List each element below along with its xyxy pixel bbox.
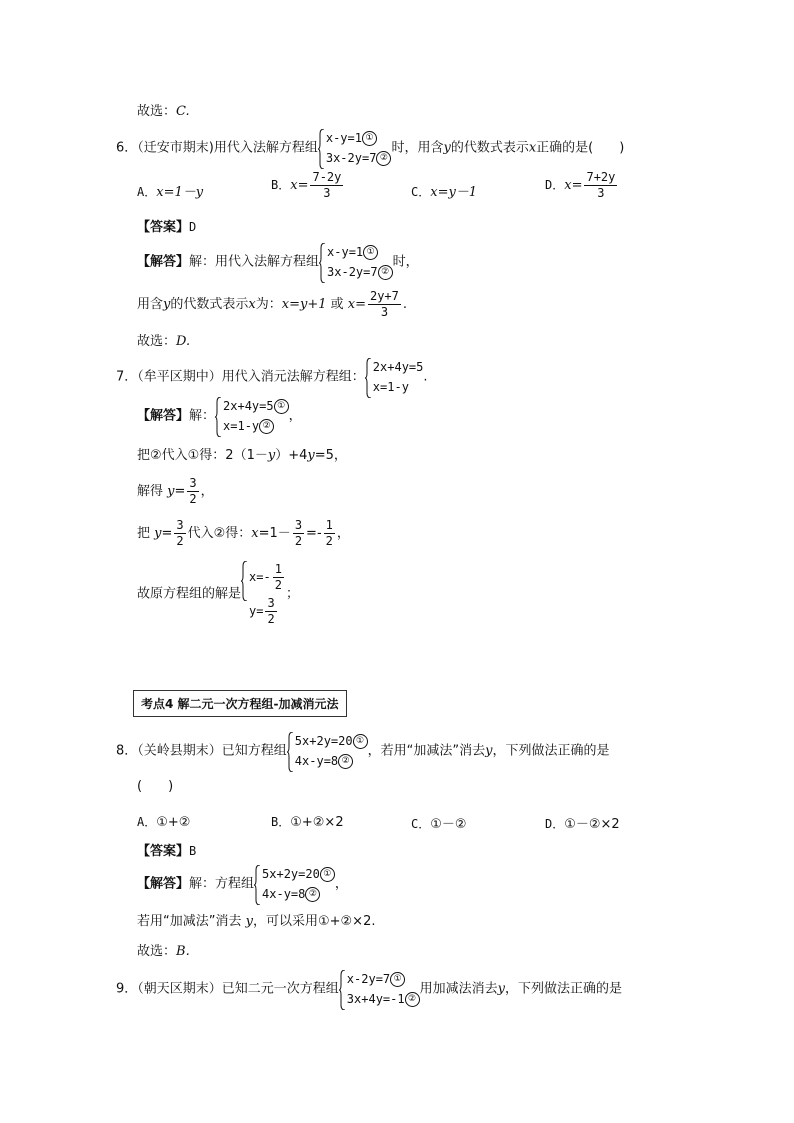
stem-text: 的代数式表示 — [450, 140, 529, 156]
variable: y — [154, 526, 162, 541]
numerator: 7-2y — [312, 170, 342, 184]
denominator: 3 — [323, 186, 331, 200]
solution-text: 故原方程组的解是 — [137, 586, 242, 602]
solution-text: ， — [336, 526, 350, 541]
fraction — [187, 476, 198, 507]
expression: x=y+1 — [281, 297, 327, 312]
stem-text: 时，用含 — [391, 140, 444, 156]
equation-row — [223, 416, 289, 436]
answer-tag: 【答案】 — [137, 844, 190, 859]
numerator: 3 — [189, 476, 197, 490]
solution-text: 代入②得： — [187, 526, 252, 541]
option-text: x= — [564, 178, 583, 193]
question-source: （朝天区期末）已知二元一次方程组 — [137, 981, 339, 997]
equation: 3x+4y=-1 — [346, 992, 405, 1006]
circled-two-icon: ② — [338, 754, 353, 769]
equation-row — [262, 884, 335, 904]
equation-row — [326, 128, 392, 148]
option-label: C． — [411, 185, 431, 199]
fraction — [273, 562, 284, 593]
fraction — [174, 518, 185, 549]
equation-row — [262, 864, 335, 884]
solution-text: = — [174, 484, 186, 499]
fraction — [584, 170, 617, 201]
equation-row — [223, 396, 289, 416]
q7-solve — [137, 476, 214, 507]
solution-text: =- — [306, 526, 322, 541]
option-text: x= — [290, 178, 309, 193]
option-c — [411, 181, 477, 200]
variable: x — [251, 526, 259, 541]
solution-text: ， — [288, 408, 302, 424]
equation-row: x=1-y — [372, 380, 409, 394]
option-label: B． — [271, 178, 291, 192]
equation-row: 2x+4y=5 — [372, 360, 424, 374]
brace-icon — [254, 865, 261, 905]
equation-row — [347, 989, 420, 1009]
option-label: D． — [545, 817, 565, 831]
variable: x — [248, 297, 256, 312]
question-source: （迁安市期末)用代入法解方程组 — [137, 140, 318, 156]
equation-system — [318, 128, 392, 168]
numerator: 1 — [274, 562, 282, 576]
equation-row — [295, 751, 368, 771]
circled-two-icon: ② — [305, 887, 320, 902]
variable: y — [167, 484, 175, 499]
variable: y — [497, 981, 505, 997]
option-a — [137, 813, 190, 830]
q8-paren: ( ) — [137, 779, 174, 794]
section-heading: 考点4 解二元一次方程组-加减消元法 — [133, 690, 347, 717]
denominator: 2 — [189, 492, 197, 506]
option-d — [545, 170, 619, 201]
variable: y — [245, 914, 253, 929]
option-label: B． — [271, 815, 291, 829]
solution-text: . — [402, 297, 408, 312]
answer-value: D — [189, 220, 197, 234]
solution-text: 把②代入①得：2（1－ — [137, 448, 268, 463]
denominator: 3 — [380, 305, 389, 319]
solution-tag: 【解答】 — [137, 408, 190, 424]
option-a — [137, 181, 203, 200]
circled-one-icon: ① — [353, 734, 368, 749]
brace-icon — [339, 970, 346, 1010]
equation: x=1-y — [223, 419, 260, 433]
brace-icon — [319, 243, 326, 283]
circled-two-icon: ② — [405, 992, 420, 1007]
stem-text: 正确的是( ) — [536, 140, 625, 156]
q6-solution — [137, 242, 419, 282]
circled-two-icon: ② — [378, 265, 393, 280]
numerator: 7+2y — [586, 170, 616, 184]
question-number: 8． — [116, 743, 138, 759]
numerator: 1 — [325, 518, 333, 532]
option-text: ①+② — [156, 815, 191, 830]
stem-text: ，若用“加减法”消去 — [367, 743, 486, 759]
brace-icon — [241, 561, 248, 601]
fraction — [324, 518, 335, 549]
denominator: 2 — [325, 534, 333, 548]
equation: x-y=1 — [325, 131, 362, 145]
equation-system — [365, 357, 424, 397]
equation: x-2y=7 — [346, 972, 391, 986]
numerator: 2y+7 — [369, 289, 399, 303]
equation-row — [295, 731, 368, 751]
fraction — [310, 170, 343, 201]
conclusion-answer: B. — [176, 944, 190, 959]
question-number: 7． — [116, 369, 138, 385]
variable: y — [267, 448, 276, 463]
circled-one-icon: ① — [363, 245, 378, 260]
stem-text: ，下列做法正确的是 — [504, 981, 622, 997]
denominator: 2 — [274, 578, 282, 592]
equation-system — [287, 731, 368, 771]
solution-text: 的代数式表示 — [170, 297, 249, 312]
q8-stem — [116, 731, 609, 771]
stem-text: ，下列做法正确的是 — [492, 743, 610, 759]
q6-solution-line2 — [137, 289, 407, 320]
solution-text: 用含 — [137, 297, 164, 312]
conclusion-label: 故选： — [137, 104, 177, 119]
denominator: 3 — [597, 186, 605, 200]
q8-solution-line2 — [137, 914, 375, 930]
option-text: x=y－1 — [430, 185, 478, 200]
equation: 3x-2y=7 — [325, 151, 377, 165]
equation-system — [254, 864, 335, 904]
option-label: D． — [545, 178, 565, 192]
variable: y — [485, 743, 493, 759]
numerator: 3 — [267, 596, 275, 610]
variable: y — [163, 297, 171, 312]
variable: x — [528, 140, 537, 156]
option-label: C． — [411, 817, 431, 831]
option-label: A． — [137, 185, 157, 199]
equation-row — [347, 969, 420, 989]
answer-tag: 【答案】 — [137, 220, 190, 235]
conclusion-answer: C. — [176, 104, 190, 119]
option-text: ①－② — [430, 817, 467, 832]
conclusion-answer: D. — [176, 334, 191, 349]
denominator: 2 — [294, 534, 303, 548]
equation-system — [339, 969, 420, 1009]
solution-text: ）+4 — [275, 448, 308, 463]
equation-system — [241, 560, 286, 628]
conclusion-label: 故选： — [137, 334, 177, 349]
expression: x= — [347, 297, 366, 312]
question-number: 9． — [116, 981, 138, 997]
equation-system — [319, 242, 393, 282]
q7-substitute — [137, 448, 347, 464]
denominator: 2 — [176, 534, 184, 548]
q5-conclusion — [137, 104, 190, 120]
q8-solution — [137, 864, 348, 904]
q7-stem — [116, 357, 428, 397]
q8-conclusion — [137, 944, 190, 960]
option-text: x=1－y — [156, 185, 204, 200]
fraction — [293, 518, 304, 549]
question-number: 6． — [116, 140, 138, 156]
solution-text: 解： — [189, 408, 216, 424]
circled-two-icon: ② — [376, 151, 391, 166]
equation: x-y=1 — [327, 245, 364, 259]
answer-value: B — [189, 844, 197, 858]
solution-text: 或 — [326, 297, 348, 312]
q8-answer — [137, 843, 196, 860]
equation: 3x-2y=7 — [327, 265, 378, 279]
equation-row — [249, 594, 286, 628]
conclusion-label: 故选： — [137, 944, 177, 959]
brace-icon — [287, 732, 294, 772]
option-d — [545, 813, 620, 832]
circled-one-icon: ① — [390, 972, 405, 987]
brace-icon — [318, 129, 325, 169]
q6-stem — [116, 128, 624, 168]
option-c — [411, 813, 467, 832]
brace-icon — [365, 358, 372, 398]
equation: 5x+2y=20 — [262, 867, 320, 881]
numerator: 3 — [294, 518, 303, 532]
equation: 4x-y=8 — [262, 887, 306, 901]
solution-tag: 【解答】 — [137, 254, 190, 270]
circled-one-icon: ① — [274, 399, 289, 414]
solution-text: 解：方程组 — [189, 876, 255, 892]
variable: y — [307, 448, 315, 463]
denominator: 2 — [267, 612, 275, 626]
brace-icon — [215, 397, 222, 437]
q6-conclusion — [137, 334, 190, 350]
circled-one-icon: ① — [362, 131, 377, 146]
q7-solution — [137, 396, 302, 436]
solution-text: 时， — [392, 254, 419, 270]
solution-text: =5， — [314, 448, 347, 463]
equation: 5x+2y=20 — [294, 734, 353, 748]
solution-text: ； — [285, 586, 299, 602]
option-text: ①－②×2 — [564, 817, 620, 832]
circled-one-icon: ① — [320, 867, 335, 882]
q9-stem — [116, 969, 622, 1009]
option-b — [271, 170, 345, 201]
equation: 4x-y=8 — [294, 754, 339, 768]
circled-two-icon: ② — [259, 419, 274, 434]
solution-text: 把 — [137, 526, 155, 541]
equation: y= — [249, 604, 264, 618]
numerator: 3 — [176, 518, 184, 532]
equation-row — [326, 148, 392, 168]
fraction — [265, 596, 276, 627]
solution-tag: 【解答】 — [137, 876, 190, 892]
q6-answer — [137, 219, 196, 236]
equation: 2x+4y=5 — [223, 399, 274, 413]
solution-text: ， — [334, 876, 348, 892]
fraction — [368, 289, 401, 320]
stem-text: . — [423, 369, 428, 385]
question-source: （牟平区期中）用代入消元法解方程组： — [137, 369, 365, 385]
equation-row — [249, 560, 286, 594]
stem-text: 用加减法消去 — [419, 981, 498, 997]
variable: y — [443, 140, 451, 156]
solution-text: 解：用代入法解方程组 — [189, 254, 320, 270]
solution-text: 为： — [255, 297, 282, 312]
solution-text: ， — [200, 484, 214, 499]
solution-text: =1－ — [258, 526, 291, 541]
solution-text: 解得 — [137, 484, 168, 499]
q7-back-substitute — [137, 518, 350, 549]
equation: x=- — [249, 570, 271, 584]
solution-text: ，可以采用①+②×2. — [252, 914, 376, 929]
q7-final — [137, 560, 299, 628]
option-b — [271, 813, 344, 830]
equation-system — [215, 396, 289, 436]
option-label: A． — [137, 815, 157, 829]
option-text: ①+②×2 — [290, 815, 344, 830]
equation-row — [327, 262, 393, 282]
solution-text: = — [161, 526, 173, 541]
equation-row — [327, 242, 393, 262]
solution-text: 若用“加减法”消去 — [137, 914, 246, 929]
question-source: （关岭县期末）已知方程组 — [137, 743, 287, 759]
